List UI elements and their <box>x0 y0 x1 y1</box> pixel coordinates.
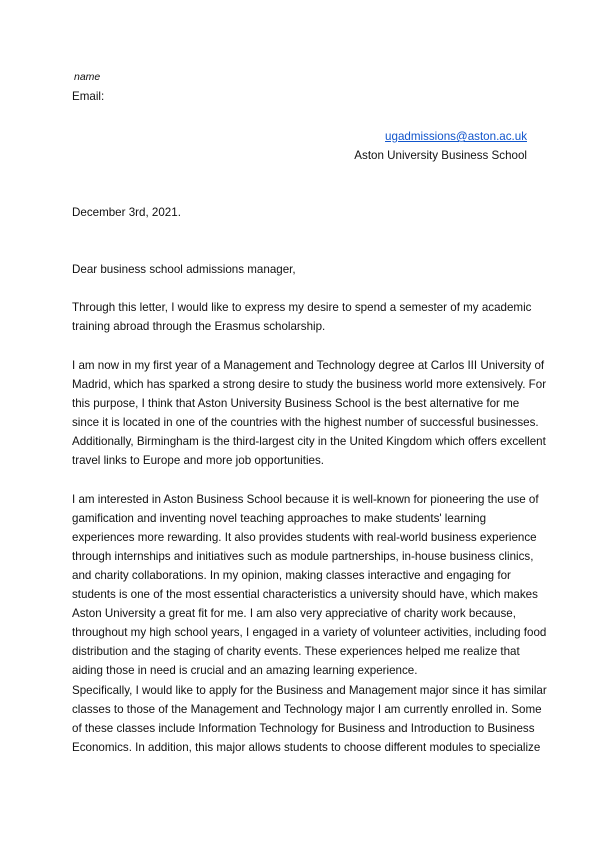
text-line: this purpose, I think that Aston University Business School is the best alternative for me <box>72 397 520 410</box>
text-line: Additionally, Birmingham is the third-largest city in the United Kingdom which offers excellent <box>72 435 546 448</box>
letter-date: December 3rd, 2021. <box>72 206 181 219</box>
text-line: experiences more rewarding. It also provides students with real-world business experience <box>72 531 537 544</box>
text-line: classes to those of the Management and Technology major I am currently enrolled in. Some <box>72 703 542 716</box>
paragraph-3 <box>72 490 547 680</box>
text-line: I am now in my first year of a Management and Technology degree at Carlos III University of <box>72 359 545 372</box>
recipient-school: Aston University Business School <box>354 149 527 162</box>
text-line: Economics. In addition, this major allows students to choose different modules to specialize <box>72 741 541 754</box>
paragraph-1 <box>72 298 532 336</box>
text-line: Aston University a great fit for me. I am also very appreciative of charity work because, <box>72 607 516 620</box>
text-line: throughout my high school years, I engaged in a variety of volunteer activities, including food <box>72 626 547 639</box>
text-line: since it is located in one of the countries with the highest number of successful businesses. <box>72 416 539 429</box>
text-line: students is one of the most essential characteristics a university should have, which makes <box>72 588 538 601</box>
sender-email-label: Email: <box>72 90 105 103</box>
text-line: I am interested in Aston Business School because it is well-known for pioneering the use of <box>72 493 539 506</box>
sender-name: name <box>74 71 101 83</box>
text-line: Specifically, I would like to apply for the Business and Management major since it has similar <box>72 684 547 697</box>
text-line: and charity collaborations. In my opinion, making classes interactive and engaging for <box>72 569 511 582</box>
text-line: travel links to Europe and more job opportunities. <box>72 454 324 467</box>
paragraph-4 <box>72 681 547 757</box>
text-line: through internships and initiatives such as module partnerships, in-house business clinics, <box>72 550 534 563</box>
recipient-email-link[interactable]: ugadmissions@aston.ac.uk <box>385 130 527 143</box>
text-line: training abroad through the Erasmus scholarship. <box>72 320 326 333</box>
text-line: of these classes include Information Technology for Business and Introduction to Business <box>72 722 535 735</box>
text-line: Through this letter, I would like to express my desire to spend a semester of my academic <box>72 301 532 314</box>
paragraph-2 <box>72 356 547 470</box>
text-line: gamification and inventing novel teaching approaches to make students' learning <box>72 512 487 525</box>
greeting: Dear business school admissions manager, <box>72 263 296 276</box>
text-line: Madrid, which has sparked a strong desire to study the business world more extensively. For <box>72 378 547 391</box>
text-line: aiding those in need is crucial and an amazing learning experience. <box>72 664 418 677</box>
text-line: distribution and the staging of charity events. These experiences helped me realize that <box>72 645 520 658</box>
